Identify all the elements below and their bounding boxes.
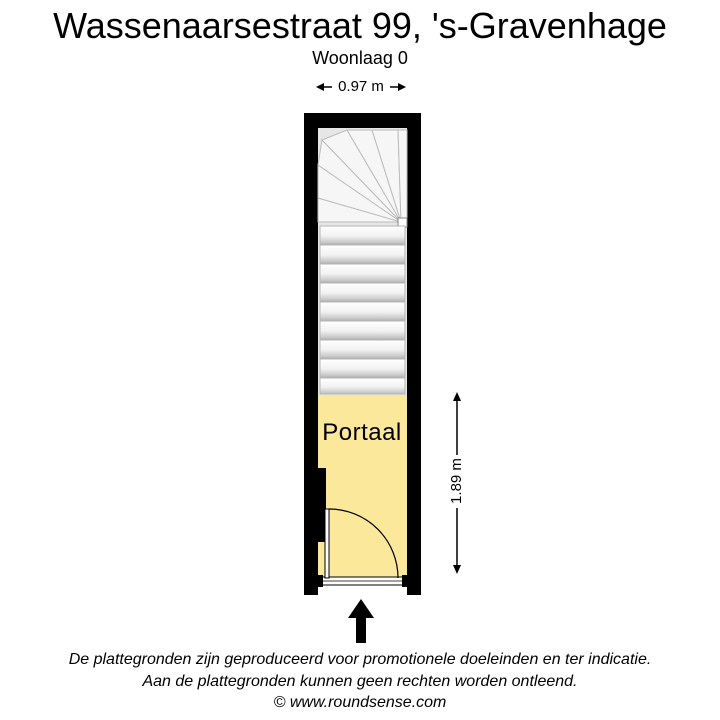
room-label-portaal: Portaal bbox=[322, 419, 402, 446]
straight-steps bbox=[320, 226, 405, 394]
entrance-arrow-icon bbox=[348, 599, 374, 643]
disclaimer-line-1: De plattegronden zijn geproduceerd voor promotionele doeleinden en ter indicatie. bbox=[68, 651, 652, 668]
door-frame-right bbox=[402, 575, 407, 587]
copyright: © www.roundsense.com bbox=[273, 694, 447, 711]
floor-label: Woonlaag 0 bbox=[312, 48, 408, 68]
winder-steps bbox=[318, 130, 407, 222]
width-dimension-label: 0.97 m bbox=[338, 78, 384, 95]
door-frame-left bbox=[318, 575, 323, 587]
height-dimension-label: 1.89 m bbox=[448, 458, 465, 504]
page-title: Wassenaarsestraat 99, 's-Gravenhage bbox=[53, 5, 667, 46]
disclaimer-line-2: Aan de plattegronden kunnen geen rechten worden ontleend. bbox=[142, 673, 578, 690]
